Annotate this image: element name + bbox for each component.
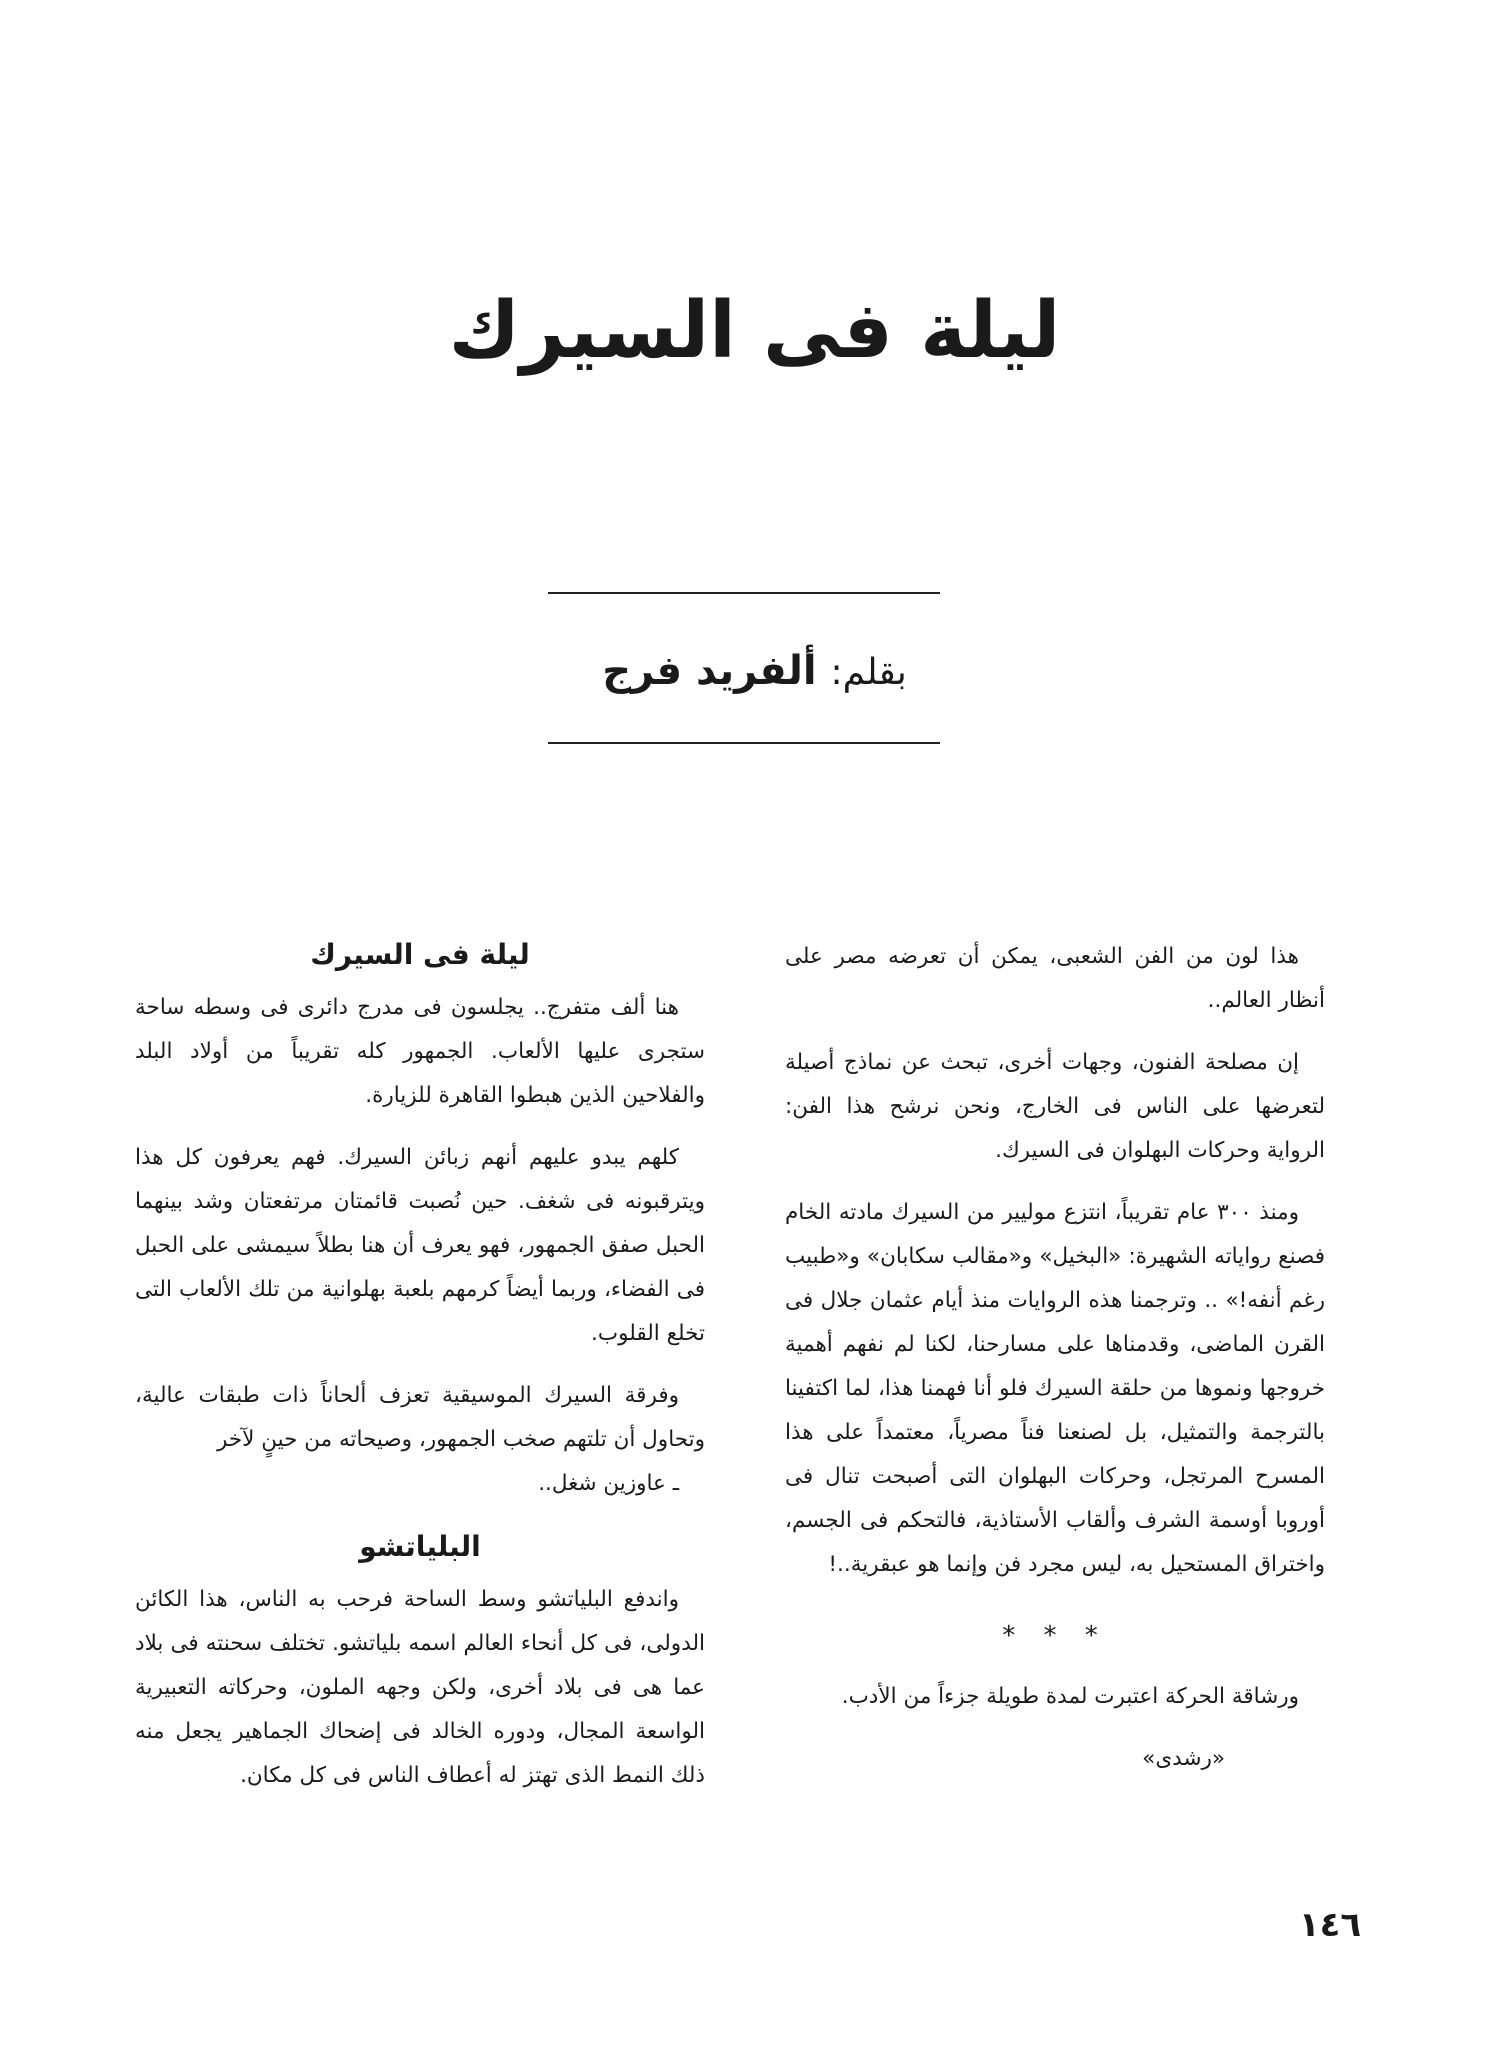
author-name: ألفريد فرج	[602, 648, 817, 694]
paragraph: هذا لون من الفن الشعبى، يمكن أن تعرضه مصر على أنظار العالم..	[785, 944, 1325, 1013]
page-title: ليلة فى السيرك	[448, 286, 1061, 376]
byline-prefix: بقلم:	[830, 652, 907, 693]
right-column	[785, 935, 1325, 1781]
section-separator: * * *	[1002, 1621, 1108, 1651]
divider-bottom	[548, 742, 940, 744]
paragraph: ـ عاوزين شغل..	[538, 1471, 679, 1496]
paragraph: واندفع البلياتشو وسط الساحة فرحب به الناس، هذا الكائن الدولى، فى كل أنحاء العالم اسمه بلياتشو. تختلف سحنته فى بلاد عما هى فى بلاد أخرى، ولكن وجهه الملون، وحركاته التعبيرية الواسعة المجال، ودوره الخالد فى إضحاك الجماهير يجعل منه ذلك النمط الذى تهتز له أعطاف الناس فى كل مكان.	[135, 1587, 705, 1788]
section-subheading: البلياتشو	[359, 1530, 481, 1563]
closing-paragraph: ورشاقة الحركة اعتبرت لمدة طويلة جزءاً من الأدب.	[841, 1684, 1299, 1709]
paragraph: ومنذ ٣٠٠ عام تقريباً، انتزع موليير من السيرك مادته الخام فصنع رواياته الشهيرة: «البخيل» و«مقالب سكابان» و«طبيب رغم أنفه!» .. وترجمنا هذه الروايات منذ أيام عثمان جلال فى القرن الماضى، وقدمناها على مسارحنا، لكنا لم نفهم أهمية خروجها ونموها من حلقة السيرك فلو أنا فهمنا هذا، لما اكتفينا بالترجمة والتمثيل، بل لصنعنا فناً مصرياً، معتمداً على هذا المسرح المرتجل، وحركات البهلوان التى أصبحت تنال فى أوروبا أوسمة الشرف وألقاب الأستاذية، فالتحكم فى الجسم، واختراق المستحيل به، ليس مجرد فن وإنما هو عبقرية..!	[785, 1200, 1325, 1577]
paragraph: كلهم يبدو عليهم أنهم زبائن السيرك. فهم يعرفون كل هذا ويترقبونه فى شغف. حين نُصبت قائمتان مرتفعتان وشد بينهما الحبل صفق الجمهور، فهو يعرف أن هنا بطلاً سيمشى على الحبل فى الفضاء، وربما أيضاً كرمهم بلعبة بهلوانية من تلك الألعاب التى تخلع القلوب.	[135, 1145, 705, 1346]
left-column	[135, 932, 705, 1816]
paragraph: هنا ألف متفرج.. يجلسون فى مدرج دائرى فى وسطه ساحة ستجرى عليها الألعاب. الجمهور كله تقريباً من أولاد البلد والفلاحين الذين هبطوا القاهرة للزيارة.	[135, 995, 705, 1108]
paragraph: وفرقة السيرك الموسيقية تعزف ألحاناً ذات طبقات عالية، وتحاول أن تلتهم صخب الجمهور، وصيحاته من حينٍ لآخر	[135, 1383, 705, 1452]
paragraph: إن مصلحة الفنون، وجهات أخرى، تبحث عن نماذج أصيلة لتعرضها على الناس فى الخارج، ونحن نرشح هذا الفن: الرواية وحركات البهلوان فى السيرك.	[785, 1050, 1325, 1163]
divider-top	[548, 592, 940, 594]
signature: «رشدى»	[1142, 1746, 1225, 1771]
byline	[0, 645, 1509, 697]
section-heading: ليلة فى السيرك	[310, 938, 530, 971]
page-number: ١٤٦	[1298, 1905, 1362, 1945]
